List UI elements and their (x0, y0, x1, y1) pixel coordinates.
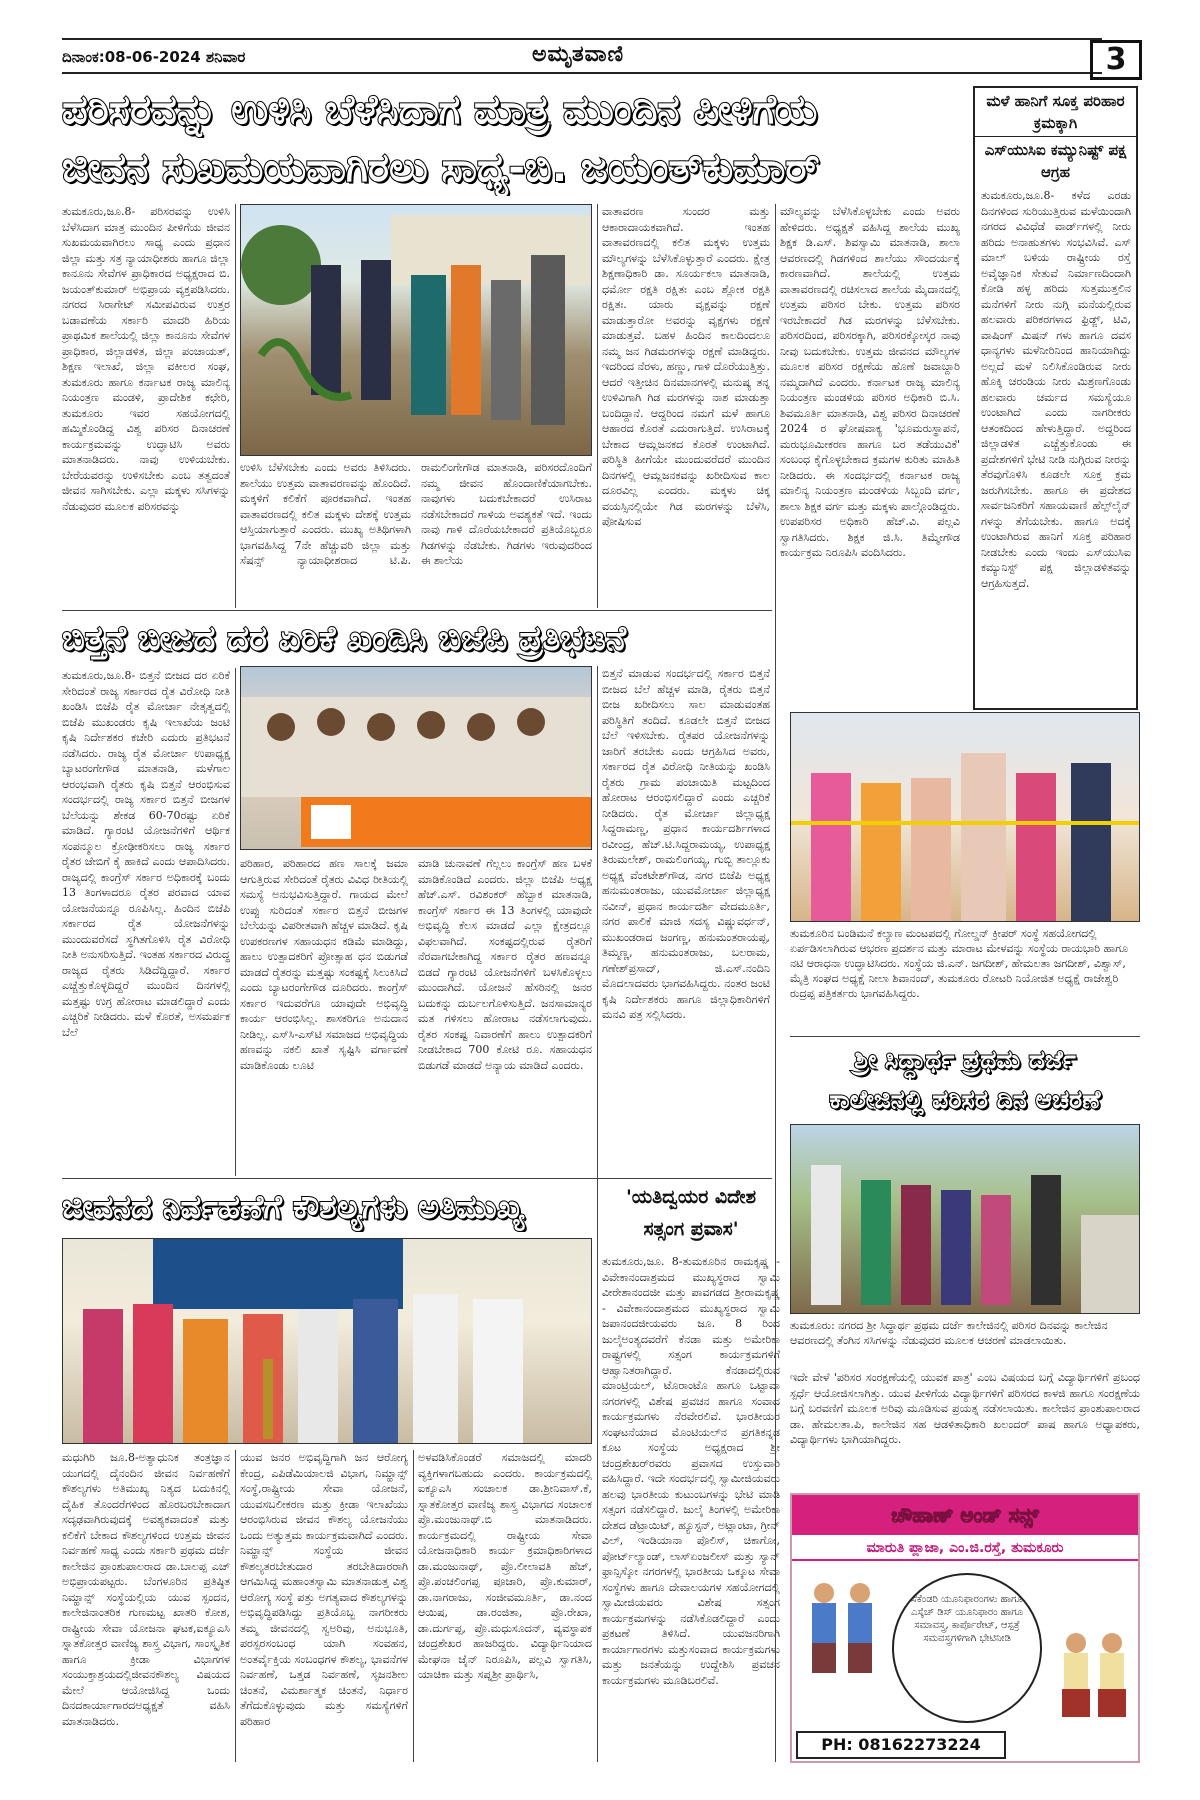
jewellery-expo-caption: ತುಮಕೂರಿನ ಬಂಡಿಮನೆ ಕಲ್ಯಾಣ ಮಂಟಪದಲ್ಲಿ ಗೋಲ್ಡನ್ ಕ್ರೀಪರ್ ಸಂಸ್ಥೆ ಸಹಯೋಗದಲ್ಲಿ ಏರ್ಪಡಿಸಲಾಗಿರುವ ಆಭರಣ ಪ್ರದರ್ಶನ ಮತ್ತು ಮಾರಾಟ ಮೇಳವನ್ನು ಸಂಸ್ಥೆಯ ರಾಯಭಾರಿ ಹಾಗೂ ನಟಿ ಆರಾಧನಾ ಉದ್ಘಾಟಿಸಿದರು. ಸಂಸ್ಥೆಯ ಜಿ.ಎನ್. ಜಗದೀಶ್, ಹೇಮಲತಾ ಜಗದೀಶ್, ವಿಶ್ವಾಸ್, ಮೈತ್ರಿ ಸಂಘದ ಅಧ್ಯಕ್ಷೆ ನೀಲಾ ಶಿವಾನಂದ್, ತುಮಕೂರು ರೋಟರಿ ನಿಯೋಜಿತ ಅಧ್ಯಕ್ಷೆ ರಾಜೇಶ್ವರಿ ರುದ್ರಪ್ಪ ಪತ್ರಿಕರ್ತರು ಭಾಗವಹಿಸಿದ್ದರು. (790, 927, 1129, 1000)
article1-col5-text: ಮೌಲ್ಯವನ್ನು ಬೆಳೆಸಿಕೊಳ್ಳಬೇಕು ಎಂದು ಅವರು ಹೇಳಿದರು. ಅಧ್ಯಕ್ಷತೆ ವಹಿಸಿದ್ದ ಶಾಲೆಯ ಮುಖ್ಯ ಶಿಕ್ಷಕ ಡಿ.ಎಸ್. ಶಿವಸ್ವಾಮಿ ಮಾತನಾಡಿ, ಶಾಲಾ ಆವರಣದಲ್ಲಿ ಗಿಡಗಳಿಂದ ಶಾಲೆಯು ಸೌಂದರ್ಯಕ್ಕೆ ಕಾರಣವಾಗಿದೆ. ಶಾಲೆಯಲ್ಲಿ ಉತ್ತಮ ವಾತಾವರಣದಲ್ಲಿ ರಚಿಸಲಾದ ಶಾಲೆಯ ಮೈದಾನದಲ್ಲಿ ಉತ್ತಮ ಪರಿಸರ ಬೇಕು. ಉತ್ತಮ ಪರಿಸರ ಇರಬೇಕಾದರೆ ಗಿಡ ಮರಗಳನ್ನು ಬೆಳೆಸಬೇಕು. ಪರಿಸರದಿಂದ, ಪರಿಸರಕ್ಕಾಗಿ, ಪರಿಸರಕ್ಕೋಸ್ಕರ ನಾವು ನೀವು ಬದುಕಬೇಕು. ಉತ್ತಮ ಜೀವನದ ಮೌಲ್ಯಗಳ ಮೂಲಕ ಪರಿಸರ ರಕ್ಷಣೆಯ ಹೊಣೆ ಜವಾಬ್ದಾರಿ ನಮ್ಮದಾಗಿದೆ ಎಂದರು. ಕರ್ನಾಟಕ ರಾಜ್ಯ ಮಾಲಿನ್ಯ ನಿಯಂತ್ರಣ ಮಂಡಳಿಯ ಪರಿಸರ ಅಧಿಕಾರಿ ಬಿ.ಸಿ. ಶಿವಮೂರ್ತಿ ಮಾತನಾಡಿ, ವಿಶ್ವ ಪರಿಸರ ದಿನಾಚರಣೆ 2024 ರ ಘೋಷವಾಕ್ಯ 'ಭೂಮರುಸ್ಥಾಪನೆ, ಮರುಭೂಮೀಕರಣ ಹಾಗೂ ಬರ ತಡೆಯುವಿಕೆ' ಸಂಬಂಧ ಕೈಗೊಳ್ಳಬೇಕಾದ ಕ್ರಮಗಳ ಕುರಿತು ಮಾಹಿತಿ ನೀಡಿದರು. ಈ ಸಂದರ್ಭದಲ್ಲಿ ಕರ್ನಾಟಕ ರಾಜ್ಯ ಮಾಲಿನ್ಯ ನಿಯಂತ್ರಣ ಮಂಡಳಿಯ ಸಿಬ್ಬಂದಿ ವರ್ಗ, ಶಾಲಾ ಶಿಕ್ಷಕ ವರ್ಗ ಮತ್ತು ಮಕ್ಕಳು ಪಾಲ್ಗೊಂಡಿದ್ದರು. ಉಪಪರಿಸರ ಅಧಿಕಾರಿ ಹೆಚ್.ವಿ. ಪಲ್ಲವಿ ಸ್ವಾಗತಿಸಿದರು. ಶಿಕ್ಷಕ ಜಿ.ಸಿ. ತಿಮ್ಮೇಗೌಡ ಕಾರ್ಯಕ್ರಮ ನಿರೂಪಿಸಿ ವಂದಿಸಿದರು. (780, 205, 960, 559)
person-shape (183, 1319, 228, 1444)
masthead (62, 38, 1122, 76)
masthead-rule-top (62, 38, 1102, 40)
column-divider (413, 1450, 414, 1762)
article2-headline: ಬಿತ್ತನೆ ಬೀಜದ ದರ ಏರಿಕೆ ಖಂಡಿಸಿ ಬಿಜೆಪಿ ಪ್ರತಿಭಟನೆ (62, 619, 627, 659)
article3-body-text: ಇದೇ ವೇಳೆ 'ಪರಿಸರ ಸಂರಕ್ಷಣೆಯಲ್ಲಿ ಯುವಕ ಪಾತ್ರ' ಎಂಬ ವಿಷಯದ ಬಗ್ಗೆ ವಿದ್ಯಾರ್ಥಿಗಳಿಗೆ ಪ್ರಬಂಧ ಸ್ಪರ್ಧೆ ಆಯೋಜಿಸಲಾಗಿತ್ತು. ಯುವ ಪೀಳಿಗೆಯ ವಿದ್ಯಾರ್ಥಿಗಳಿಗೆ ಪರಿಸರದ ಕಾಳಜಿ ಹಾಗೂ ಸಂರಕ್ಷಣೆಯ ಬಗ್ಗೆ ಬರವಣಿಗೆ ಮೂಲಕ ಅರಿವು ಮೂಡಿಸುವ ಪ್ರಯತ್ನ ನಡೆಸಲಾಯಿತು. ಕಾಲೇಜಿನ ಪ್ರಾಂಶುಪಾಲರಾದ ಡಾ. ಹೇಮಲತಾ.ಪಿ, ಕಾಲೇಜಿನ ಸಹ ಆಡಳಿತಾಧಿಕಾರಿ ಖಲಂದರ್ ಪಾಷ ಹಾಗೂ ಅಧ್ಯಾಪಕರು, ವಿದ್ಯಾರ್ಥಿಗಳು ಭಾಗಿಯಾಗಿದ್ದರು. (790, 1371, 1140, 1446)
article1-photo-tree-planting (240, 204, 592, 456)
person-shape (413, 1294, 458, 1444)
person-shape (133, 1304, 173, 1444)
article1-col5 (780, 204, 960, 694)
person-shape (417, 711, 445, 739)
column-divider (597, 666, 598, 1762)
article4-headline: ಜೀವನದ ನಿರ್ವಹಣೆಗೆ ಕೌಶಲ್ಯಗಳು ಅತಿಮುಖ್ಯ (62, 1188, 525, 1226)
article2-col4-text: ಬಿತ್ತನೆ ಮಾಡುವ ಸಂದರ್ಭದಲ್ಲಿ ಸರ್ಕಾರ ಬಿತ್ತನೆ ಬೀಜದ ಬೆಲೆ ಹೆಚ್ಚಳ ಮಾಡಿ, ರೈತರು ಬಿತ್ತನೆ ಬೀಜ ಖರೀದಿಸಲು ಸಾಲ ಮಾಡುವಂತಹ ಪರಿಸ್ಥಿತಿಗೆ ತಂದಿದೆ. ಕೂಡಲೇ ಬಿತ್ತನೆ ಬೀಜದ ಬೆಲೆ ಇಳಿಸಬೇಕು. ರೈತಪರ ಯೋಜನೆಗಳನ್ನು ಜಾರಿಗೆ ತರಬೇಕು ಎಂದು ಆಗ್ರಹಿಸಿದ ಅವರು, ಸರ್ಕಾರದ ರೈತ ವಿರೋಧಿ ನೀತಿಯನ್ನು ಖಂಡಿಸಿ ರೈತರು ಗ್ರಾಮ ಪಂಚಾಯಿತಿ ಮಟ್ಟದಿಂದ ಹೋರಾಟ ಆರಂಭಿಸಲಿದ್ದಾರೆ ಎಂದು ಎಚ್ಚರಿಕೆ ನೀಡಿದರು. ರೈತ ಮೋರ್ಚಾ ಜಿಲ್ಲಾಧ್ಯಕ್ಷ ಸಿದ್ದರಾಮಣ್ಣ, ಪ್ರಧಾನ ಕಾರ್ಯದರ್ಶಿಗಳಾದ ರವೀಂದ್ರ, ಹೆಚ್.ಟಿ.ಸಿದ್ದರಾಮಯ್ಯ, ಉಪಾಧ್ಯಕ್ಷ ತಿರುಮಲೇಶ್, ರಾಮಲಿಂಗಯ್ಯ, ಗುಬ್ಬಿ ತಾಲ್ಲೂಕು ಅಧ್ಯಕ್ಷ ವೆಂಕಟೇಶ್‌ಗೌಡ, ನಗರ ಬಿಜೆಪಿ ಅಧ್ಯಕ್ಷ ಹನುಮಂತರಾಜು, ಯುವಮೋರ್ಚಾ ಜಿಲ್ಲಾಧ್ಯಕ್ಷ ನವೀನ್, ಪ್ರಧಾನ ಕಾರ್ಯದರ್ಶಿ ವೇದಮೂರ್ತಿ, ನಗರ ಪಾಲಿಕೆ ಮಾಜಿ ಸದಸ್ಯ ವಿಷ್ಣುವರ್ಧನ್, ಮುಖಂಡರಾದ ಜಂಗಣ್ಣ, ಹನುಮಂತರಾಯಪ್ಪ, ತಿಮ್ಮಣ್ಣ, ಹನುಮಂತರಾಜು, ಬಲರಾಮ, ಗಣೇಶ್‌ಪ್ರಸಾದ್, ಜಿ.ಎಸ್.ನಂದಿನಿ ಮೊದಲಾದವರು ಭಾಗವಹಿಸಿದ್ದರು. ನಂತರ ಜಂಟಿ ಕೃಷಿ ನಿರ್ದೇಶಕರು ಹಾಗೂ ಜಿಲ್ಲಾಧಿಕಾರಿಗಳಿಗೆ ಮನವಿ ಪತ್ರ ಸಲ್ಲಿಸಿದರು. (602, 667, 770, 1021)
article4-col3 (418, 1450, 592, 1762)
article3-headline-line2: ಕಾಲೇಜಿನಲ್ಲಿ ಪರಿಸರ ದಿನ ಆಚರಣೆ (829, 1085, 1101, 1114)
school-children-illustration-left (802, 1575, 882, 1725)
column-divider (235, 204, 236, 608)
person-shape (517, 708, 545, 736)
article4-col2 (240, 1450, 408, 1762)
article5-body-text: ತುಮಕೂರು,ಜೂ. 8-ತುಮಕೂರಿನ ರಾಮಕೃಷ್ಣ - ವಿವೇಕಾನಂದಾಶ್ರಮದ ಮುಖ್ಯಸ್ಥರಾದ ಸ್ವಾಮಿ ವೀರೇಶಾನಂದಜೀ ಮತ್ತು ಪಾವಗಡದ ಶ್ರೀರಾಮಕೃಷ್ಣ - ವಿವೇಕಾನಂದಾಶ್ರಮದ ಮುಖ್ಯಸ್ಥರಾದ ಸ್ವಾಮಿ ಜಪಾನಂದಜೀಯವರು ಜೂ. 8 ರಿಂದ ಜುಲೈಅಂತ್ಯದವರೆಗೆ ಕೆನಡಾ ಮತ್ತು ಅಮೇರಿಕಾ ರಾಷ್ಟ್ರಗಳಲ್ಲಿ ಸತ್ಸಂಗ ಕಾರ್ಯಕ್ರಮಗಳಿಗೆ ಆಹ್ವಾನಿತರಾಗಿದ್ದಾರೆ. ಕೆನಡಾದಲ್ಲಿರುವ ಮಾಂಟ್ರಿಯಲ್, ಟೊರಾಂಟೊ ಹಾಗೂ ಒಟ್ಟಾವಾ ನಗರಗಳಲ್ಲಿ ವಿಶೇಷ ಪ್ರವಚನ ಹಾಗೂ ಸಂವಾದ ಕಾರ್ಯಕ್ರಮಗಳು ನೆರವೇರಲಿವೆ. ಭಾರತೀಯರ ಸಂಘಟನೆಯಾದ ಮೊಂಟಿಯಲ್‌ನ ಪ್ರಗತಿಕನ್ನಡ ಕೂಟ ಸಂಸ್ಥೆಯ ಅಧ್ಯಕ್ಷರಾದ ಶ್ರೀ ಚಂದ್ರಶೇಖರ್‌ರವರು ಪ್ರವಾಸದ ಉಸ್ತುವಾರಿ ವಹಿಸಿದ್ದಾರೆ. ಇದೇ ಸಂದರ್ಭದಲ್ಲಿ ಸ್ವಾಮೀಜಿಯವರು ಹಲವು ಭಾರತೀಯ ಕುಟುಂಬಗಳನ್ನು ಭೇಟಿ ಮಾಡಿ ಸತ್ಸಂಗ ನಡೆಸಲಿದ್ದಾರೆ. ಜುಲೈ ತಿಂಗಳಲ್ಲಿ ಅಮೇರಿಕಾ ದೇಶದ ಡೆಟ್ರಾಯಿಟ್, ಹ್ಯೂಸ್ಟನ್, ಅಟ್ಲಾಂಟಾ, ಗ್ರೀನ್ ವಿಲ್, ಇಂಡಿಯಾನಾ ಪೊಲಿಸ್, ಚಿಕಾಗೋ, ಪೋರ್ಟ್‌ಲ್ಯಾಂಡ್, ಲಾಸ್‌ಏಂಜಲೀಸ್ ಮತ್ತು ಸ್ಯಾನ್ ಫ್ರಾನ್ಸಿಸ್ಕೋ ನಗರಗಳಲ್ಲಿ ಭಾರತೀಯ ಒಕ್ಕೂಟ ಸೇವಾ ಸಂಸ್ಥೆಗಳು ಹಾಗೂ ದೇವಾಲಯಗಳ ಸಹಯೋಗದಲ್ಲಿ ಸ್ವಾಮೀಜಿಯವರು ವಿಶೇಷ ಸತ್ಸಂಗ ಕಾರ್ಯಕ್ರಮಗಳನ್ನು ನಡೆಸಿಕೊಡಲಿದ್ದಾರೆ ಎಂದು ಪ್ರಕಟಣೆ ತಿಳಿಸಿದೆ. ಯುವಜನರಿಗಾಗಿ ಕಾರ್ಯಾಗಾರಗಳು ಮತ್ತುಸಂವಾದ ಕಾರ್ಯಕ್ರಮಗಳು ಮತ್ತು ಜನತೆಯನ್ನು ಉದ್ದೇಶಿಸಿ ಪ್ರವಚನ ಕಾರ್ಯಕ್ರಮಗಳು ಮೂಡಿಬರಲಿವೆ. (602, 1255, 780, 1687)
tree-shape (241, 225, 321, 305)
ad-address: ಮಾರುತಿ ಪ್ಲಾಜಾ, ಎಂ.ಜಿ.ರಸ್ತೆ, ತುಮಕೂರು (792, 1535, 1138, 1561)
article1-under-photo-paragraph: ಉಳಿಸಿ ಬೆಳೆಸಬೇಕು ಎಂದು ಅವರು ತಿಳಿಸಿದರು. ಶಾಲೆಯು ಉತ್ತಮ ವಾತಾವರಣವನ್ನು ಹೊಂದಿದೆ. ಮಕ್ಕಳಿಗೆ ಕಲಿಕೆಗೆ ಪೂರಕವಾಗಿದೆ. ಇಂತಹ ವಾತಾವರಣದಲ್ಲಿ ಕಲಿತ ಮಕ್ಕಳು ದೇಶಕ್ಕೆ ಉತ್ತಮ ಆಸ್ತಿಯಾಗುತ್ತಾರೆ ಎಂದರು. ಮುಖ್ಯ ಅತಿಥಿಗಳಾಗಿ ಭಾಗವಹಿಸಿದ್ದ 7ನೇ ಹೆಚ್ಚುವರಿ ಜಿಲ್ಲಾ ಮತ್ತು ಸೆಷನ್ಸ್ ನ್ಯಾಯಾಧೀಶರಾದ ಟಿ.ಪಿ. ರಾಮಲಿಂಗೇಗೌಡ ಮಾತನಾಡಿ, ಪರಿಸರದೊಂದಿಗೆ ನಮ್ಮ ಜೀವನ ಹೊಂದಾಣಿಕೆಯಾಗಬೇಕು. ನಾವುಗಳು ಬದುಕಬೇಕಾದರೆ ಉಸಿರಾಟ ನಡೆಸಬೇಕಾದರೆ ಗಾಳಿಯ ಅವಶ್ಯಕತೆ ಇದೆ. ಇಂದು ನಾವು ಗಾಳಿ ದೊರೆಯಬೇಕಾದರೆ ಪ್ರತಿಯೊಬ್ಬರೂ ಗಿಡಗಳನ್ನು ನೆಡಬೇಕು. ಗಿಡಗಳು ಇರುವುದರಿಂದ ಈ ಶಾಲೆಯ (240, 461, 592, 567)
section-divider (62, 1178, 772, 1179)
person-shape (411, 275, 446, 415)
person-shape (353, 1299, 398, 1444)
article3-body (790, 1370, 1140, 1488)
person-shape (531, 255, 565, 425)
page-number: 3 (1090, 40, 1142, 80)
lamp-lighting-scene (63, 1239, 592, 1444)
article1-headline-line1: ಪರಿಸರವನ್ನು ಉಳಿಸಿ ಬೆಳೆಸಿದಾಗ ಮಾತ್ರ ಮುಂದಿನ ಪೀಳಿಗೆಯ (62, 87, 818, 133)
person-shape (901, 1185, 931, 1305)
person-shape (811, 773, 851, 922)
person-shape (491, 280, 521, 420)
person-shape (361, 260, 391, 400)
person-shape (1031, 1175, 1061, 1305)
column-divider (235, 668, 236, 1176)
sidebar-headline-a: ಮಳೆ ಹಾನಿಗೆ ಸೂಕ್ತ ಪರಿಹಾರ ಕ್ರಮಕ್ಕಾಗಿ (975, 88, 1136, 137)
person-shape (811, 1165, 841, 1305)
person-shape (451, 265, 481, 415)
person-shape (861, 783, 901, 922)
uniform-shop-advertisement (790, 1493, 1140, 1763)
lotus-logo-shape (311, 805, 351, 839)
lamp-shape (263, 1359, 273, 1439)
person-shape (861, 1180, 891, 1305)
person-shape (1016, 773, 1056, 922)
person-shape (83, 1309, 123, 1444)
article5-headline-line1: 'ಯತಿದ್ವಯರ ವಿದೇಶ (625, 1186, 757, 1208)
person-shape (317, 708, 345, 736)
sidebar-body-text: ತುಮಕೂರು,ಜೂ.8- ಕಳೆದ ಎರಡು ದಿನಗಳಿಂದ ಸುರಿಯುತ್ತಿರುವ ಮಳೆಯಿಂದಾಗಿ ನಗರದ ವಿವಿಧೆಡೆ ವಾರ್ಡ್‌ಗಳಲ್ಲಿ ನೀರು ಹರಿದು ಅನಾಹುತಗಳು ಸಂಭವಿಸಿವೆ. ಎಸ್ ಮಾಲ್ ಬಳಿಯ ರಾಷ್ಟ್ರೀಯ ರಸ್ತೆ ಅವೈಜ್ಞಾನಿಕ ಸೇತುವೆ ನಿರ್ಮಾಣದಿಂದಾಗಿ ಕೋಡಿ ಹಳ್ಳ ಹರಿದು ಸುತ್ತಮುತ್ತಲಿನ ಮನೆಗಳಿಗೆ ನೀರು ನುಗ್ಗಿ ಮನೆಯಲ್ಲಿರುವ ಹಲವಾರು ಪರಿಕರಗಳಾದ ಫ್ರಿಡ್ಜ್, ಟಿವಿ, ವಾಷಿಂಗ್ ಮಿಷನ್ ಗಳು ಹಾಗೂ ದವಸ ಧಾನ್ಯಗಳು ಮಳೆನೀರಿನಿಂದ ಹಾನಿಯಾಗಿದ್ದು ಅಲ್ಲದೆ ಮಳೆ ನಿಲಿಸಿಕೊಂಡಿರುವ ನೀರು ಹೊಕ್ಕಿ ಚರಂಡಿಯ ನೀರು ಮಿಶ್ರಣಗೊಂಡು ಹಲವಾರು ಚರ್ಮದ ಸಮಸ್ಯೆಯೂ ಉಂಟಾಗಿದೆ ಎಂದು ನಾಗರೀಕರು ಆತಂಕದಿಂದ ಹೇಳುತ್ತಿದ್ದಾರೆ. ಅದ್ದರಿಂದ ಜಿಲ್ಲಾಡಳಿತ ಎಚ್ಚೆತ್ತುಕೊಂಡು ಈ ಪ್ರದೇಶಗಳಿಗೆ ಭೇಟಿ ನೀಡಿ ನುಗ್ಗಿರುವ ನೀರನ್ನು ತೆರವುಗೊಳಿಸಿ ಕೂಡಲೇ ಸೂಕ್ತ ಕ್ರಮ ಜರುಗಿಸಬೇಕು. ಹಾಗೂ ಈ ಪ್ರದೇಶದ ಸಾರ್ವಜನಿಕರಿಗೆ ಸಹಾಯವಾಣಿ ಹೆಲ್ಪ್‌ಲೈನ್ ಗಳನ್ನು ತೆಗೆಯಬೇಕು. ಹಾಗೂ ಅದಕ್ಕೆ ಉಂಟಾಗಿರುವ ಹಾನಿಗೆ ಸೂಕ್ತ ಪರಿಹಾರ ನೀಡಬೇಕು ಎಂದು ಇಂದು ಎಸ್‌ಯುಸಿಐ ಕಮ್ಯುನಿಸ್ಟ್ ಪಕ್ಷ ಜಿಲ್ಲಾಡಳಿತವನ್ನು ಆಗ್ರಹಿಸುತ್ತದೆ. (981, 189, 1131, 590)
jewellery-expo-photo (790, 712, 1140, 922)
college-caption: ತುಮಕೂರು: ನಗರದ ಶ್ರೀ ಸಿದ್ಧಾರ್ಥ ಪ್ರಥಮ ದರ್ಜೆ ಕಾಲೇಜಿನಲ್ಲಿ ಪರಿಸರ ದಿನವನ್ನು ಕಾಲೇಜಿನ ಆವರಣದಲ್ಲಿ ತೆಂಗಿನ ಸಸಿಗಳನ್ನು ನೆಡುವುದರ ಮೂಲಕ ಆಚರಣೆ ಮಾಡಲಾಯಿತು. (790, 1319, 1108, 1347)
column-divider (775, 204, 776, 1762)
ad-details: ಸೆಕೆಂಡರಿ ಯೂನಿಫಾರಂಗಳು ಹಾಗೂ ಎಸ್ಕೆಚ್ ಡಿಸ್ ಯೂನಿಫಾರಂ ಹಾಗೂ ಸಮಾವಸ್ತ್ರ, ಕಾರ್ಪೊರೇಟ್, ಆಸ್ಪತ್ರೆ ಸಮವಸ್ತ್ರಗಳಿಗಾಗಿ ಭೇಟಿನೀಡಿ (892, 1573, 1042, 1723)
sidebar-rain-damage-box (973, 86, 1138, 710)
article2-col4 (602, 666, 770, 1176)
tree-planting-scene (241, 205, 592, 456)
article2-col3 (418, 856, 592, 1176)
school-children-illustration-right (1054, 1625, 1134, 1755)
article1-col4-text: ವಾತಾವರಣ ಸುಂದರ ಮತ್ತು ಆಕಾರಾದಾಯಕವಾಗಿದೆ. ಇಂತಹ ವಾತಾವರಣದಲ್ಲಿ ಕಲಿತ ಮಕ್ಕಳು ಉತ್ತಮ ಮೌಲ್ಯಗಳನ್ನು ಬೆಳೆಸಿಕೊಳ್ಳುತ್ತಾರೆ ಎಂದರು. ಕ್ಷೇತ್ರ ಶಿಕ್ಷಣಾಧಿಕಾರಿ ಡಾ. ಸೂರ್ಯಕಲಾ ಮಾತನಾಡಿ, ಧರ್ಮೋ ರಕ್ಷತಿ ರಕ್ಷಿತಃ ಎಂಬ ಶ್ಲೋಕ ರಕ್ಷತಿ ರಕ್ಷಿತಃ. ಯಾರು ವೃಕ್ಷವನ್ನು ರಕ್ಷಣೆ ಮಾಡುತ್ತಾರೋ ಅವರನ್ನು ವೃಕ್ಷಗಳು ರಕ್ಷಣೆ ಮಾಡುತ್ತವೆ. ಬಹಳ ಹಿಂದಿನ ಕಾಲದಿಂದಲೂ ನಮ್ಮ ಜನ ಗಿಡಮರಗಳನ್ನು ರಕ್ಷಣೆ ಮಾಡಿದ್ದರು. ಇದರಿಂದ ನೆರಳು, ಹಣ್ಣು, ಗಾಳಿ ದೊರೆಯುತ್ತಿತ್ತು. ಆದರೆ ಇತ್ತೀಚಿನ ದಿನಮಾನಗಳಲ್ಲಿ ಮನುಷ್ಯ ತನ್ನ ಉಳಿವಿಗಾಗಿ ಗಿಡ ಮರಗಳನ್ನು ನಾಶ ಮಾಡುತ್ತಾ ಬಂದಿದ್ದಾನೆ. ಆದ್ದರಿಂದ ನಮಗೆ ಮಳೆ ಹಾಗೂ ಆಹಾರದ ಕೊರತೆ ಎದುರಾಗುತ್ತಿದೆ. ಉಸಿರಾಟಕ್ಕೆ ಬೇಕಾದ ಆಮ್ಲಜನಕದ ಕೊರತೆ ಉಂಟಾಗಿದೆ. ಪರಿಸ್ಥಿತಿ ಹೀಗೆಯೇ ಮುಂದುವರೆದರೆ ಮುಂದಿನ ದಿನಗಳಲ್ಲಿ ಆಮ್ಲಜನಕವನ್ನು ಖರೀದಿಸುವ ಕಾಲ ದೂರವಿಲ್ಲ ಎಂದರು. ಮಕ್ಕಳು ಚಿಕ್ಕ ವಯಸ್ಸಿನಲ್ಲಿಯೇ ಗಿಡ ಮರಗಳನ್ನು ಬೆಳೆಸಿ, ಪೋಷಿಸುವ (602, 205, 770, 528)
article2-photo-protest (240, 666, 592, 850)
column-divider (235, 1450, 236, 1762)
college-environment-day-photo (790, 1124, 1140, 1314)
college-planting-scene (791, 1125, 1140, 1314)
ad-shop-name: ಚೌಹಾಣ್ ಅಂಡ್ ಸನ್ಸ್ (792, 1495, 1138, 1535)
article4-col2-text: ಯುವ ಜನರ ಅಭಿವೃದ್ಧಿಗಾಗಿ ಜನ ಆರೋಗ್ಯ ಕೇಂದ್ರ, ಎಪಿಡೆಮಿಯಾಲಜಿ ವಿಭಾಗ, ನಿಮ್ಹಾನ್ಸ್ ಸಂಸ್ಥೆ,ರಾಷ್ಟ್ರೀಯ ಸೇವಾ ಯೋಜನೆ, ಯುವಸಬಲೀಕರಣ ಮತ್ತು ಕ್ರೀಡಾ ಇಲಾಖೆಯು ಆರಂಭಿಸಿರುವ ಜೀವನ ಕೌಶಲ್ಯ ಯೋಜನೆಯು ಒಂದು ಅತ್ಯುತ್ತಮ ಕಾರ್ಯಕ್ರಮವಾಗಿದೆ ಎಂದರು. ನಿಮ್ಹಾನ್ಸ್ ಸಂಸ್ಥೆಯ ಜೀವನ ಕೌಶಲ್ಯತರಬೇತುದಾರ ತರಬೇತಿದಾರರಾಗಿ ಆಗಮಿಸಿದ್ದ ಮಹಾಂತಸ್ವಾಮಿ ಮಾತನಾಡುತ್ತ ವಿಶ್ವ ಆರೋಗ್ಯ ಸಂಸ್ಥೆ ಪತ್ತು ಅಗತ್ಯವಾದ ಕೌಶಲ್ಯಗಳನ್ನು ಅಭಿವೃದ್ಧಿಪಡಿಸಿದ್ದು ಪ್ರತಿಯೊಬ್ಬ ನಾಗರೀಕರು ತಮ್ಮ ಜೀವನದಲ್ಲಿ ಸ್ವಅರಿವು, ಅನುಭೂತಿ, ಪರಸ್ಪರಸಂಬಂಧ ಯಾಗಿ ಸಂವಹನ, ಅಂತರ್ವೈಕ್ತಿಯ ಸಂಬಂಧಗಳ ಕೌಶಲ್ಯ, ಭಾವನೆಗಳ ನಿರ್ವಹಣೆ, ಒತ್ತಡ ನಿರ್ವಹಣೆ, ಸೃಜನಶೀಲ ಚಿಂತನೆ, ವಿಮರ್ಶಾತ್ಮಕ ಚಿಂತನೆ, ನಿರ್ಧಾರ ತೆಗೆದುಕೊಳ್ಳುವುದು ಮತ್ತು ಸಮಸ್ಯೆಗಳಿಗೆ ಪರಿಹಾರ (240, 1451, 408, 1728)
ad-phone-number: PH: 08162273224 (796, 1731, 1006, 1759)
article2-col3-text: ಮಾಡಿ ಚುನಾವಣೆ ಗೆಲ್ಲಲು ಕಾಂಗ್ರೆಸ್ ಹಣ ಬಳಕೆ ಮಾಡಿಕೊಂಡಿದೆ ಎಂದರು. ಜಿಲ್ಲಾ ಬಿಜೆಪಿ ಅಧ್ಯಕ್ಷ ಹೆಚ್.ಎಸ್. ರವಿಶಂಕರ್ ಹೆಬ್ಬಾಕ ಮಾತನಾಡಿ, ಕಾಂಗ್ರೆಸ್ ಸರ್ಕಾರ ಈ 13 ತಿಂಗಳಲ್ಲಿ ಯಾವುದೇ ಅಭಿವೃದ್ಧಿ ಕೆಲಸ ಮಾಡದೆ ಎಲ್ಲಾ ಕ್ಷೇತ್ರದಲ್ಲೂ ವಿಫಲವಾಗಿದೆ. ಸಂಕಷ್ಟದಲ್ಲಿರುವ ರೈತರಿಗೆ ನೆರವಾಗಬೇಕಾಗಿದ್ದ ಸರ್ಕಾರ ರೈತರ ಹಣವನ್ನೂ ಬಿಡದೆ ಗ್ಯಾರಂಟಿ ಯೋಜನೆಗಳಿಗೆ ಬಳಸಿಕೊಳ್ಳಲು ಮುಂದಾಗಿದೆ. ಯೋಜನೆ ಹೆಸರಿನಲ್ಲಿ ಜನರ ಬದುಕನ್ನು ದುರ್ಬಲಗೊಳಿಸುತ್ತಿದೆ. ಜನಸಾಮಾನ್ಯರ ಮತ ಗಳಿಸಲು ಹೋರಾಟ ನಡೆಸಲಾಗುವುದು. ರೈತರ ಸಂಕಷ್ಟ ನಿವಾರಣೆಗೆ ಹಾಲು ಉತ್ಪಾದಕರಿಗೆ ನೀಡಬೇಕಾದ 700 ಕೋಟಿ ರೂ. ಸಹಾಯಧನ ಬಿಡುಗಡೆ ಮಾಡದೆ ಅನ್ಯಾಯ ಮಾಡಿದೆ ಎಂದರು. (418, 857, 592, 1072)
person-shape (467, 713, 495, 741)
college-banner-shape (153, 1239, 403, 1309)
person-shape (911, 778, 951, 922)
person-shape (367, 713, 395, 741)
article2-col1-text: ತುಮಕೂರು,ಜೂ.8- ಬಿತ್ತನೆ ಬೀಜದ ದರ ಏರಿಕೆ ಸೇರಿದಂತೆ ರಾಜ್ಯ ಸರ್ಕಾರದ ರೈತ ವಿರೋಧಿ ನೀತಿ ಖಂಡಿಸಿ ಬಿಜೆಪಿ ರೈತ ಮೋರ್ಚಾ ನೇತೃತ್ವದಲ್ಲಿ ಬಿಜೆಪಿ ಮುಖಂಡರು ಕೃಷಿ ಇಲಾಖೆಯ ಜಂಟಿ ಕೃಷಿ ನಿರ್ದೇಶಕರ ಕಚೇರಿ ಎದುರು ಪ್ರತಿಭಟನೆ ನಡೆಸಿದರು. ರಾಜ್ಯ ರೈತ ಮೋರ್ಚಾ ಉಪಾಧ್ಯಕ್ಷ ಬ್ಯಾಟರಂಗೇಗೌಡ ಮಾತನಾಡಿ, ಮಳೆಗಾಲ ಆರಂಭವಾಗಿ ರೈತರು ಕೃಷಿ ಬಿತ್ತನೆ ಆರಂಭಿಸುವ ಸಂದರ್ಭದಲ್ಲಿ ರಾಜ್ಯ ಸರ್ಕಾರ ಬಿತ್ತನೆ ಬೀಜಗಳ ಬೆಲೆಯನ್ನು ಶೇಕಡ 60-70ರಷ್ಟು ಏರಿಕೆ ಮಾಡಿದೆ. ಗ್ಯಾರಂಟಿ ಯೋಜನೆಗಳಿಗೆ ಆರ್ಥಿಕ ಸಂಪನ್ಮೂಲ ಕ್ರೋಢೀಕರಿಸಲು ರಾಜ್ಯ ಸರ್ಕಾರ ರೈತರ ಜೇಬಿಗೆ ಕೈ ಹಾಕಿದೆ ಎಂದು ಆಪಾದಿಸಿದರು. ರಾಜ್ಯದಲ್ಲಿ ಕಾಂಗ್ರೆಸ್ ಸರ್ಕಾರ ಅಧಿಕಾರಕ್ಕೆ ಬಂದು 13 ತಿಂಗಳಾದರೂ ರೈತರ ಪರವಾದ ಯಾವ ಯೋಜನೆಯನ್ನೂ ರೂಪಿಸಿಲ್ಲ. ಹಿಂದಿನ ಬಿಜೆಪಿ ಸರ್ಕಾರದ ರೈತ ಯೋಜನೆಗಳನ್ನು ಮುಂದುವರೆಸದೆ ಸ್ಥಗಿತಗೊಳಿಸಿ ರೈತ ವಿರೋಧಿ ನೀತಿ ಅನುಸರಿಸುತ್ತಿದೆ. ಇಂತಹ ಸರ್ಕಾರದ ವಿರುದ್ಧ ರಾಜ್ಯದ ರೈತರು ಸಿಡಿದೆದ್ದಿದ್ದಾರೆ. ಸರ್ಕಾರ ಎಚ್ಚೆತ್ತುಕೊಳ್ಳದಿದ್ದರೆ ಮುಂದಿನ ದಿನಗಳಲ್ಲಿ ಮತ್ತಷ್ಟು ಉಗ್ರ ಹೋರಾಟ ಮಾಡಲಿದ್ದಾರೆ ಎಂದು ಎಚ್ಚರಿಕೆ ನೀಡಿದರು. ಮಳೆ ಕೊರತೆ, ಅಸಮರ್ಪಕ ಬೆಲೆ (62, 669, 230, 1039)
ribbon-cutting-scene (791, 713, 1140, 922)
protest-scene (241, 667, 592, 850)
person-shape (981, 1195, 1011, 1305)
article4-col3-text: ಅಳವಡಿಸಿಕೊಂಡರೆ ಸಮಾಜದಲ್ಲಿ ಮಾದರಿ ವ್ಯಕ್ತಿಗಳಾಗಬಹುದು ಎಂದರು. ಕಾರ್ಯಕ್ರಮದಲ್ಲಿ ಐಕ್ಯೂಎಸಿ ಸಂಚಾಲಕ ಡಾ.ಶ್ರೀನಿವಾಸ್.ಕೆ, ಸ್ನಾತಕೋತ್ತರ ವಾಣಿಜ್ಯ ಶಾಸ್ತ್ರ ವಿಭಾಗದ ಸಂಚಾಲಕ ಪ್ರೊ.ಮಂಜುನಾಥ್.ಬಿ ಮಾತನಾಡಿದರು. ಕಾರ್ಯಕ್ರಮದಲ್ಲಿ ರಾಷ್ಟ್ರೀಯ ಸೇವಾ ಯೋಜನಾಧಿಕಾರಿ ಕಾರ್ಯ ಕ್ರಮಾಧಿಕಾರಿಗಳಾದ ಡಾ.ಮಂಜುನಾಥ್, ಪ್ರೊ.ಲೀಲಾವತಿ ಹೆಚ್, ಪ್ರೊ.ಪಂಚಲಿಂಗಪ್ಪ ಪೂಜಾರಿ, ಪ್ರೊ.ಕುಮಾರ್, ಡಾ.ನಾಗರಾಜು, ಸಂಜೀವಮೂರ್ತಿ, ಡಾ.ನಂದ ಆಯಿಷ, ಡಾ.ರಂಜಿತಾ, ಪ್ರೊ.ರೇಖಾ, ಡಾ.ದುರ್ಗಪ್ಪ, ಪ್ರೊ.ಮಧುಸೂದನ್, ವ್ಯವಸ್ಥಾಪಕ ಚಂದ್ರಶೇಖರ ಹಾಜರಿದ್ದರು. ವಿದ್ಯಾರ್ಥಿನಿಯಾದ ಮೇಘನಾ ಜೈನ್ ನಿರೂಪಿಸಿ, ಪಲ್ಲವಿ ಸ್ವಾಗತಿಸಿ, ಯಾಚಿಕಾ ಮತ್ತು ಸಪ್ನಶ್ರೀ ಪ್ರಾರ್ಥಿಸಿ, (418, 1451, 592, 1681)
article1-headline-line2: ಜೀವನ ಸುಖಮಯವಾಗಿರಲು ಸಾಧ್ಯ-ಬಿ. ಜಯಂತ್‌ಕುಮಾರ್ (62, 145, 820, 191)
article1-col4 (602, 204, 770, 608)
article5-body (602, 1254, 780, 1762)
person-shape (298, 1309, 338, 1444)
sidebar-headline-b: ಎಸ್‌ಯುಸಿಐ ಕಮ್ಯುನಿಷ್ಟ್ ಪಕ್ಷ ಆಗ್ರಹ (984, 141, 1127, 181)
person-shape (473, 1299, 523, 1444)
article2-col2 (240, 856, 408, 1176)
article3-headline-line1: ಶ್ರೀ ಸಿದ್ಧಾರ್ಥ ಪ್ರಥಮ ದರ್ಜೆ (854, 1045, 1076, 1074)
person-shape (1071, 763, 1111, 922)
article5-headline-line2: ಸತ್ಸಂಗ ಪ್ರವಾಸ' (643, 1218, 739, 1240)
column-divider (597, 204, 598, 608)
article4-col1-text: ಮಧುಗಿರಿ ಜೂ.8-ಅತ್ಯಾಧುನಿಕ ತಂತ್ರಜ್ಞಾನ ಯುಗದಲ್ಲಿ ದೈನಂದಿನ ಜೀವನ ನಿರ್ವಹಣೆಗೆ ಕೌಶಲ್ಯಗಳು ಅತಿಮುಖ್ಯ ನಿತ್ಯದ ಬದುಕಿನಲ್ಲಿ ದೈಹಿಕ ತೊಂದರೆಗಳಿಂದ ಹೊರಬರಬೇಕಾದಾಗ ಸದೃಢವಾಗಿರುವುದಕ್ಕೆ ಅವಶ್ಯಕವಾದಂತೆ ಮತ್ತು ಕಲಿಕೆಗೆ ಬೇಕಾದ ಕೌಶಲ್ಯಗಳಿಂದ ಉತ್ತಮ ಜೀವನ ನಿರ್ವಹಣೆ ಸಾಧ್ಯ ಎಂದು ಸರ್ಕಾರಿ ಪ್ರಥಮ ದರ್ಜೆ ಕಾಲೇಜಿನ ಪ್ರಾಂಶುಪಾಲರಾದ ಡಾ.ಬಾಲಪ್ಪ ಎಚ್ ಅಭಿಪ್ರಾಯಪಟ್ಟರು. ಬೆಂಗಳೂರಿನ ಪ್ರತಿಷ್ಠಿತ ನಿಮ್ಹಾನ್ಸ್ ಸಂಸ್ಥೆಯಲ್ಲಿಯ ಯುವ ಸ್ಪಂದನ, ಕಾಲೇಜಿನಾಂತರಿಕ ಗುಣಮಟ್ಟ ಖಾತರಿ ಕೋಶ, ರಾಷ್ಟ್ರೀಯ ಸೇವಾ ಯೋಜನಾ ಘಟಕ,ಐಕ್ಯೂಎಸಿ ಸ್ನಾತಕೋತ್ತರ ವಾಣಿಜ್ಯ ಶಾಸ್ತ್ರ ವಿಭಾಗ, ಸಾಂಸ್ಕೃತಿಕ ಹಾಗೂ ಕ್ರೀಡಾ ವಿಭಾಗಗಳ ಸಂಯುಕ್ತಾಶ್ರಯದಲ್ಲಿಜೀವನಕೌಶಲ್ಯ ವಿಷಯದ ಮೇಲೆ ಆಯೋಜಿಸಿದ್ದ ಒಂದು ದಿನದಕಾರ್ಯಾಗಾರದಅಧ್ಯಕ್ಷತೆ ವಹಿಸಿ ಮಾತನಾಡಿದರು. (62, 1451, 230, 1728)
article2-col2-text: ಪರಿಹಾರ, ಪರಿಹಾರದ ಹಣ ಸಾಲಕ್ಕೆ ಜಮಾ ಆಗುತ್ತಿರುವ ಸೇರಿದಂತೆ ರೈತರು ವಿವಿಧ ರೀತಿಯಲ್ಲಿ ಸಮಸ್ಯೆ ಅನುಭವಿಸುತ್ತಿದ್ದಾರೆ. ಗಾಯದ ಮೇಲೆ ಉಪ್ಪು ಸುರಿದಂತೆ ಸರ್ಕಾರ ಬಿತ್ತನೆ ಬೀಜಗಳ ಬೆಲೆಯನ್ನು ವಿಪರೀತವಾಗಿ ಹೆಚ್ಚಳ ಮಾಡಿದೆ. ಕೃಷಿ ಉಪಕರಣಗಳ ಸಹಾಯಧನ ಕಡಿಮೆ ಮಾಡಿದ್ದು, ಹಾಲು ಉತ್ಪಾದಕರಿಗೆ ಪ್ರೋತ್ಸಾಹ ಧನ ಬಿಡುಗಡೆ ಮಾಡದೆ ರೈತರನ್ನು ಮತ್ತಷ್ಟು ಸಂಕಷ್ಟಕ್ಕೆ ಸಿಲುಕಿಸಿದೆ ಎಂದು ಬ್ಯಾಟರಂಗೇಗೌಡ ದೂರಿದರು. ಕಾಂಗ್ರೆಸ್ ಸರ್ಕಾರ ಇದುವರೆಗೂ ಯಾವುದೇ ಅಭಿವೃದ್ಧಿ ಕಾರ್ಯ ಆರಂಭಿಸಿಲ್ಲ. ಶಾಸಕರಿಗೂ ಅನುದಾನ ನೀಡಿಲ್ಲ. ಎಸ್‌ಸಿ-ಎಸ್‌ಟಿ ಸಮಾಜದ ಅಭಿವೃದ್ಧಿಯ ಹಣವನ್ನು ನಕಲಿ ಖಾತೆ ಸೃಷ್ಟಿಸಿ ವರ್ಗಾವಣೆ ಮಾಡಿಕೊಂಡು ಲೂಟಿ (240, 857, 408, 1072)
article1-col1 (62, 204, 230, 608)
sidebar-body (981, 188, 1131, 703)
person-shape (267, 713, 295, 741)
section-divider (790, 1036, 1140, 1037)
person-shape (941, 1190, 971, 1305)
masthead-rule-bottom (62, 72, 1102, 74)
person-shape (961, 753, 1006, 922)
article2-col1 (62, 668, 230, 1176)
article1-col1-text: ತುಮಕೂರು,ಜೂ.8- ಪರಿಸರವನ್ನು ಉಳಿಸಿ ಬೆಳೆಸಿದಾಗ ಮಾತ್ರ ಮುಂದಿನ ಪೀಳಿಗೆಯ ಜೀವನ ಸುಖಮಯವಾಗಿರಲು ಸಾಧ್ಯ ಎಂದು ಪ್ರಧಾನ ಜಿಲ್ಲಾ ಮತ್ತು ಸತ್ರ ನ್ಯಾಯಾಧೀಶರು ಹಾಗೂ ಜಿಲ್ಲಾ ಕಾನೂನು ಸೇವೆಗಳ ಪ್ರಾಧಿಕಾರದ ಅಧ್ಯಕ್ಷರಾದ ಬಿ. ಜಯಂತ್‌ಕುಮಾರ್ ಅಭಿಪ್ರಾಯ ವ್ಯಕ್ತಪಡಿಸಿದರು. ನಗರದ ಸಿರಾಗೇಟ್ ಸಮೀಪವಿರುವ ಉತ್ತರ ಬಡಾವಣೆಯ ಸರ್ಕಾರಿ ಮಾದರಿ ಹಿರಿಯ ಪ್ರಾಥಮಿಕ ಶಾಲೆಯಲ್ಲಿ ಜಿಲ್ಲಾ ಕಾನೂನು ಸೇವೆಗಳ ಪ್ರಾಧಿಕಾರ, ಜಿಲ್ಲಾಡಳಿತ, ಜಿಲ್ಲಾ ಪಂಚಾಯತ್, ಶಿಕ್ಷಣ ಇಲಾಖೆ, ಜಿಲ್ಲಾ ವಕೀಲರ ಸಂಘ, ತುಮಕೂರು ಹಾಗೂ ಕರ್ನಾಟಕ ರಾಜ್ಯ ಮಾಲಿನ್ಯ ನಿಯಂತ್ರಣ ಮಂಡಳಿ, ಪ್ರಾದೇಶಿಕ ಕಛೇರಿ, ತುಮಕೂರು ಇವರ ಸಹಯೋಗದಲ್ಲಿ ಹಮ್ಮಿಕೊಂಡಿದ್ದ ವಿಶ್ವ ಪರಿಸರ ದಿನಾಚರಣೆ ಕಾರ್ಯಕ್ರಮವನ್ನು ಉದ್ಘಾಟಿಸಿ ಅವರು ಮಾತನಾಡಿದರು. ನಾವು ಉಳಿಯಬೇಕು. ಬೇರೆಯವರನ್ನು ಉಳಿಸಬೇಕು ಎಂಬ ತತ್ವದಂತೆ ಜೀವನ ಸಾಗಿಸಬೇಕು. ಎಲ್ಲಾ ಮಕ್ಕಳು ಸಸಿಗಳನ್ನು ನೆಡುವುದರ ಮೂಲಕ ಪರಿಸರವನ್ನು (62, 205, 230, 513)
wall-shape (1081, 1215, 1140, 1314)
article1-under-photo-text (240, 460, 592, 608)
life-skills-workshop-photo (62, 1238, 592, 1444)
person-shape (311, 265, 341, 395)
paper-name: ಅಮೃತವಾಣಿ (532, 42, 625, 67)
issue-date: ದಿನಾಂಕ:08-06-2024 ಶನಿವಾರ (62, 48, 246, 66)
section-divider (62, 610, 772, 611)
article4-col1 (62, 1450, 230, 1762)
